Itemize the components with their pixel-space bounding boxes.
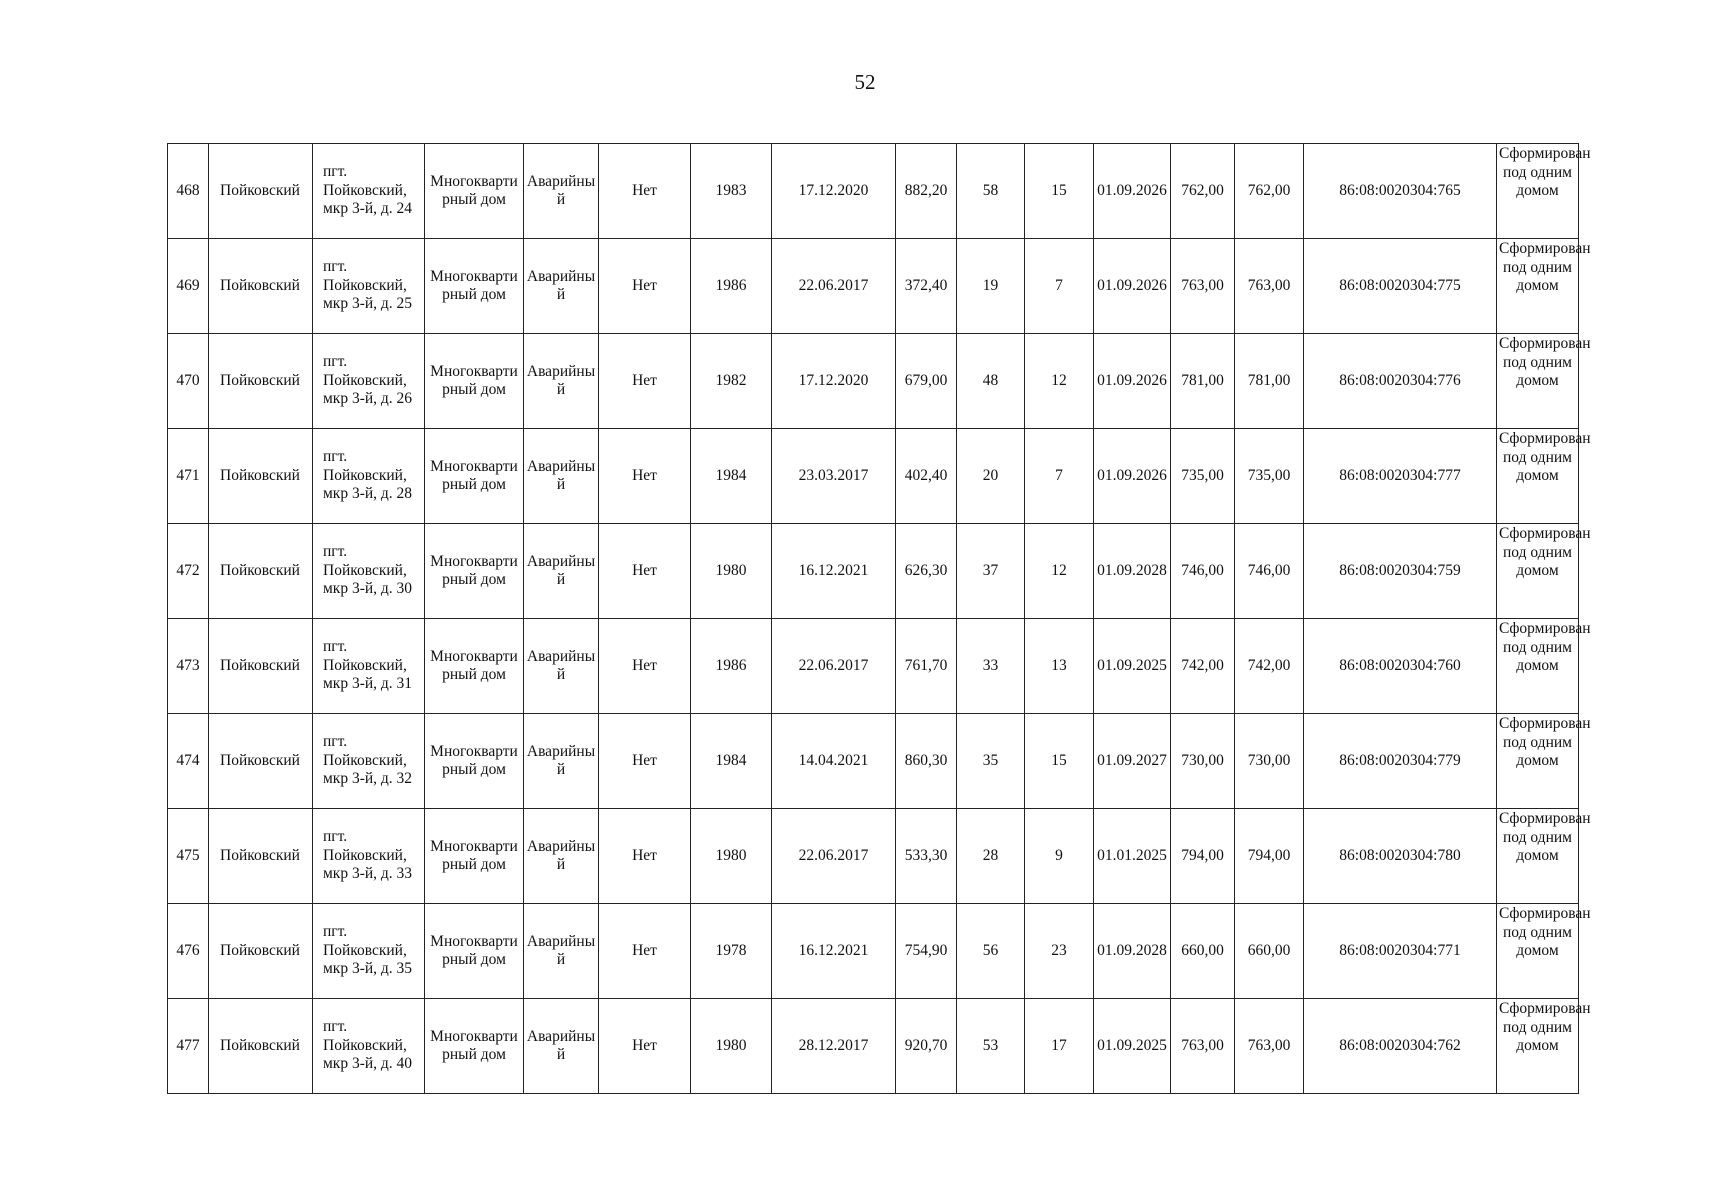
cell-deadline: 01.09.2025 — [1094, 619, 1171, 714]
cell-cadastral-number: 86:08:0020304:759 — [1304, 524, 1497, 619]
cell-building-type: Многоквартирный дом — [425, 524, 524, 619]
cell-year-built: 1978 — [691, 904, 772, 999]
cell-flag: Нет — [599, 144, 691, 239]
cell-note: Сформирован под одним домом — [1497, 239, 1579, 334]
table-row — [168, 144, 1579, 239]
cell-deadline: 01.09.2028 — [1094, 524, 1171, 619]
cell-decision-date: 22.06.2017 — [772, 809, 896, 904]
cell-residents: 19 — [957, 239, 1025, 334]
cell-flag: Нет — [599, 334, 691, 429]
cell-value-2: 794,00 — [1235, 809, 1304, 904]
cell-year-built: 1980 — [691, 809, 772, 904]
cell-number: 472 — [168, 524, 209, 619]
cell-value-1: 746,00 — [1171, 524, 1235, 619]
cell-decision-date: 14.04.2021 — [772, 714, 896, 809]
cell-deadline: 01.09.2028 — [1094, 904, 1171, 999]
table-row — [168, 334, 1579, 429]
cell-settlement: Пойковский — [209, 334, 313, 429]
cell-units: 17 — [1025, 999, 1094, 1094]
cell-condition: Аварийный — [524, 239, 599, 334]
cell-note: Сформирован под одним домом — [1497, 334, 1579, 429]
cell-residents: 53 — [957, 999, 1025, 1094]
cell-note: Сформирован под одним домом — [1497, 714, 1579, 809]
cell-units: 15 — [1025, 714, 1094, 809]
cell-units: 7 — [1025, 239, 1094, 334]
cell-settlement: Пойковский — [209, 809, 313, 904]
cell-year-built: 1984 — [691, 714, 772, 809]
cell-flag: Нет — [599, 809, 691, 904]
cell-address: пгт. Пойковский, мкр 3-й, д. 28 — [313, 429, 425, 524]
cell-number: 469 — [168, 239, 209, 334]
cell-units: 15 — [1025, 144, 1094, 239]
cell-value-1: 660,00 — [1171, 904, 1235, 999]
table-row — [168, 904, 1579, 999]
cell-note: Сформирован под одним домом — [1497, 429, 1579, 524]
cell-units: 9 — [1025, 809, 1094, 904]
cell-year-built: 1986 — [691, 239, 772, 334]
cell-cadastral-number: 86:08:0020304:780 — [1304, 809, 1497, 904]
table-row — [168, 714, 1579, 809]
cell-area: 754,90 — [896, 904, 957, 999]
cell-residents: 56 — [957, 904, 1025, 999]
cell-number: 468 — [168, 144, 209, 239]
cell-deadline: 01.09.2025 — [1094, 999, 1171, 1094]
cell-year-built: 1983 — [691, 144, 772, 239]
cell-value-1: 742,00 — [1171, 619, 1235, 714]
cell-area: 372,40 — [896, 239, 957, 334]
page-number: 52 — [854, 70, 876, 94]
cell-decision-date: 17.12.2020 — [772, 334, 896, 429]
cell-year-built: 1986 — [691, 619, 772, 714]
cell-condition: Аварийный — [524, 144, 599, 239]
cell-building-type: Многоквартирный дом — [425, 144, 524, 239]
cell-units: 12 — [1025, 334, 1094, 429]
cell-building-type: Многоквартирный дом — [425, 239, 524, 334]
cell-note: Сформирован под одним домом — [1497, 904, 1579, 999]
cell-condition: Аварийный — [524, 524, 599, 619]
cell-residents: 28 — [957, 809, 1025, 904]
housing-registry-table — [167, 143, 1591, 1094]
cell-residents: 37 — [957, 524, 1025, 619]
cell-decision-date: 28.12.2017 — [772, 999, 896, 1094]
table-body — [168, 144, 1591, 1094]
cell-condition: Аварийный — [524, 334, 599, 429]
cell-condition: Аварийный — [524, 619, 599, 714]
cell-deadline: 01.09.2027 — [1094, 714, 1171, 809]
cell-residents: 20 — [957, 429, 1025, 524]
cell-deadline: 01.01.2025 — [1094, 809, 1171, 904]
cell-units: 13 — [1025, 619, 1094, 714]
cell-year-built: 1984 — [691, 429, 772, 524]
cell-settlement: Пойковский — [209, 429, 313, 524]
cell-year-built: 1982 — [691, 334, 772, 429]
cell-note: Сформирован под одним домом — [1497, 144, 1579, 239]
cell-settlement: Пойковский — [209, 524, 313, 619]
cell-cadastral-number: 86:08:0020304:765 — [1304, 144, 1497, 239]
cell-cadastral-number: 86:08:0020304:777 — [1304, 429, 1497, 524]
cell-address: пгт. Пойковский, мкр 3-й, д. 40 — [313, 999, 425, 1094]
cell-address: пгт. Пойковский, мкр 3-й, д. 30 — [313, 524, 425, 619]
cell-value-1: 730,00 — [1171, 714, 1235, 809]
cell-area: 402,40 — [896, 429, 957, 524]
cell-residents: 48 — [957, 334, 1025, 429]
cell-area: 882,20 — [896, 144, 957, 239]
cell-area: 533,30 — [896, 809, 957, 904]
cell-number: 477 — [168, 999, 209, 1094]
cell-value-1: 763,00 — [1171, 999, 1235, 1094]
cell-address: пгт. Пойковский, мкр 3-й, д. 31 — [313, 619, 425, 714]
cell-settlement: Пойковский — [209, 619, 313, 714]
cell-value-2: 735,00 — [1235, 429, 1304, 524]
cell-settlement: Пойковский — [209, 904, 313, 999]
cell-address: пгт. Пойковский, мкр 3-й, д. 35 — [313, 904, 425, 999]
cell-condition: Аварийный — [524, 999, 599, 1094]
table-row — [168, 619, 1579, 714]
cell-building-type: Многоквартирный дом — [425, 334, 524, 429]
cell-value-2: 763,00 — [1235, 239, 1304, 334]
cell-value-2: 781,00 — [1235, 334, 1304, 429]
cell-building-type: Многоквартирный дом — [425, 714, 524, 809]
cell-deadline: 01.09.2026 — [1094, 144, 1171, 239]
table-row — [168, 524, 1579, 619]
cell-number: 471 — [168, 429, 209, 524]
cell-note: Сформирован под одним домом — [1497, 524, 1579, 619]
cell-condition: Аварийный — [524, 809, 599, 904]
cell-address: пгт. Пойковский, мкр 3-й, д. 24 — [313, 144, 425, 239]
cell-area: 920,70 — [896, 999, 957, 1094]
cell-value-1: 735,00 — [1171, 429, 1235, 524]
cell-cadastral-number: 86:08:0020304:776 — [1304, 334, 1497, 429]
cell-flag: Нет — [599, 904, 691, 999]
cell-number: 470 — [168, 334, 209, 429]
cell-deadline: 01.09.2026 — [1094, 334, 1171, 429]
cell-condition: Аварийный — [524, 714, 599, 809]
cell-number: 475 — [168, 809, 209, 904]
cell-value-2: 660,00 — [1235, 904, 1304, 999]
cell-year-built: 1980 — [691, 999, 772, 1094]
cell-value-1: 781,00 — [1171, 334, 1235, 429]
cell-note: Сформирован под одним домом — [1497, 999, 1579, 1094]
cell-residents: 33 — [957, 619, 1025, 714]
table-row — [168, 999, 1579, 1094]
cell-note: Сформирован под одним домом — [1497, 619, 1579, 714]
cell-units: 7 — [1025, 429, 1094, 524]
cell-note: Сформирован под одним домом — [1497, 809, 1579, 904]
cell-decision-date: 16.12.2021 — [772, 524, 896, 619]
cell-flag: Нет — [599, 429, 691, 524]
table-row — [168, 239, 1579, 334]
cell-address: пгт. Пойковский, мкр 3-й, д. 33 — [313, 809, 425, 904]
cell-value-2: 730,00 — [1235, 714, 1304, 809]
cell-value-2: 763,00 — [1235, 999, 1304, 1094]
cell-units: 12 — [1025, 524, 1094, 619]
cell-building-type: Многоквартирный дом — [425, 809, 524, 904]
cell-number: 473 — [168, 619, 209, 714]
cell-address: пгт. Пойковский, мкр 3-й, д. 32 — [313, 714, 425, 809]
cell-settlement: Пойковский — [209, 999, 313, 1094]
cell-cadastral-number: 86:08:0020304:760 — [1304, 619, 1497, 714]
cell-address: пгт. Пойковский, мкр 3-й, д. 26 — [313, 334, 425, 429]
cell-building-type: Многоквартирный дом — [425, 904, 524, 999]
cell-flag: Нет — [599, 999, 691, 1094]
cell-condition: Аварийный — [524, 904, 599, 999]
cell-settlement: Пойковский — [209, 239, 313, 334]
cell-area: 860,30 — [896, 714, 957, 809]
cell-cadastral-number: 86:08:0020304:775 — [1304, 239, 1497, 334]
cell-building-type: Многоквартирный дом — [425, 999, 524, 1094]
cell-residents: 58 — [957, 144, 1025, 239]
cell-flag: Нет — [599, 239, 691, 334]
cell-area: 761,70 — [896, 619, 957, 714]
cell-units: 23 — [1025, 904, 1094, 999]
cell-value-1: 794,00 — [1171, 809, 1235, 904]
cell-settlement: Пойковский — [209, 714, 313, 809]
cell-value-2: 762,00 — [1235, 144, 1304, 239]
cell-building-type: Многоквартирный дом — [425, 429, 524, 524]
cell-cadastral-number: 86:08:0020304:771 — [1304, 904, 1497, 999]
cell-area: 679,00 — [896, 334, 957, 429]
cell-flag: Нет — [599, 714, 691, 809]
cell-value-2: 742,00 — [1235, 619, 1304, 714]
cell-building-type: Многоквартирный дом — [425, 619, 524, 714]
cell-decision-date: 16.12.2021 — [772, 904, 896, 999]
cell-address: пгт. Пойковский, мкр 3-й, д. 25 — [313, 239, 425, 334]
cell-flag: Нет — [599, 524, 691, 619]
cell-decision-date: 17.12.2020 — [772, 144, 896, 239]
cell-cadastral-number: 86:08:0020304:779 — [1304, 714, 1497, 809]
cell-value-1: 763,00 — [1171, 239, 1235, 334]
cell-deadline: 01.09.2026 — [1094, 429, 1171, 524]
table-row — [168, 429, 1579, 524]
cell-settlement: Пойковский — [209, 144, 313, 239]
cell-decision-date: 22.06.2017 — [772, 619, 896, 714]
cell-year-built: 1980 — [691, 524, 772, 619]
cell-flag: Нет — [599, 619, 691, 714]
cell-value-1: 762,00 — [1171, 144, 1235, 239]
table-row — [168, 809, 1579, 904]
cell-value-2: 746,00 — [1235, 524, 1304, 619]
cell-decision-date: 22.06.2017 — [772, 239, 896, 334]
cell-area: 626,30 — [896, 524, 957, 619]
cell-cadastral-number: 86:08:0020304:762 — [1304, 999, 1497, 1094]
cell-residents: 35 — [957, 714, 1025, 809]
cell-condition: Аварийный — [524, 429, 599, 524]
cell-number: 474 — [168, 714, 209, 809]
cell-number: 476 — [168, 904, 209, 999]
cell-decision-date: 23.03.2017 — [772, 429, 896, 524]
cell-deadline: 01.09.2026 — [1094, 239, 1171, 334]
